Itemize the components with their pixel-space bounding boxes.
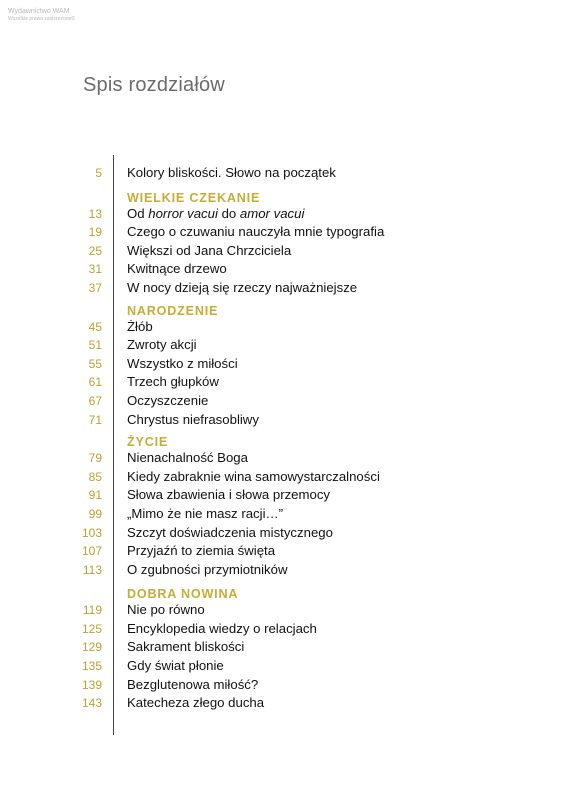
page-number: 119 <box>82 603 102 618</box>
chapter-title: Wszystko z miłości <box>127 355 238 371</box>
toc-entry[interactable] <box>0 524 566 543</box>
page-number: 139 <box>81 677 102 692</box>
toc-entry[interactable] <box>0 205 566 224</box>
page-number: 135 <box>81 659 102 674</box>
section-heading: WIELKIE CZEKANIE <box>127 190 261 205</box>
toc-entry[interactable] <box>0 449 566 468</box>
chapter-title: Chrystus niefrasobliwy <box>127 411 259 427</box>
page-number: 91 <box>88 488 102 503</box>
page-title: Spis rozdziałów <box>83 74 225 96</box>
page-number: 51 <box>88 338 102 353</box>
toc-entry[interactable] <box>0 468 566 487</box>
chapter-title: Katecheza złego ducha <box>127 695 265 711</box>
page-number: 25 <box>88 243 102 258</box>
chapter-title: Szczyt doświadczenia mistycznego <box>127 524 333 540</box>
page-number: 61 <box>88 375 102 390</box>
page-number: 45 <box>88 319 102 334</box>
chapter-title: Czego o czuwaniu nauczyła mnie typografia <box>127 224 385 240</box>
chapter-title: Żłób <box>127 318 153 334</box>
chapter-title: Od horror vacui do amor vacui <box>127 205 305 221</box>
chapter-title: Zwroty akcji <box>127 337 197 353</box>
page-number: 107 <box>81 544 102 559</box>
watermark-rights: Wszelkie prawa zastrzeżone© <box>8 16 76 22</box>
toc-entry[interactable] <box>0 279 566 298</box>
chapter-title: Gdy świat płonie <box>127 658 224 674</box>
page-number: 19 <box>88 225 102 240</box>
chapter-title: Encyklopedia wiedzy o relacjach <box>127 620 317 636</box>
toc-entry[interactable] <box>0 542 566 561</box>
toc-entry[interactable] <box>0 242 566 261</box>
toc-entry[interactable] <box>0 638 566 657</box>
page-number: 143 <box>81 696 102 711</box>
chapter-title: Kwitnące drzewo <box>127 261 227 277</box>
page-number: 85 <box>88 469 102 484</box>
chapter-title: Sakrament bliskości <box>127 639 245 655</box>
watermark-publisher: Wydawnictwo WAM <box>8 8 70 15</box>
toc-entry[interactable] <box>0 355 566 374</box>
page-number: 99 <box>88 506 102 521</box>
watermark <box>8 8 75 22</box>
toc-entry[interactable] <box>0 694 566 713</box>
chapter-title: Większi od Jana Chrzciciela <box>127 242 292 258</box>
chapter-title: „Mimo że nie masz racji…” <box>127 505 284 521</box>
toc-entry[interactable] <box>0 561 566 580</box>
toc-entry[interactable] <box>0 601 566 620</box>
chapter-title: Kolory bliskości. Słowo na początek <box>127 165 336 180</box>
chapter-title: O zgubności przymiotników <box>127 561 288 577</box>
chapter-title: Słowa zbawienia i słowa przemocy <box>127 487 331 503</box>
page-number: 31 <box>88 262 102 277</box>
chapter-title: Oczyszczenie <box>127 392 209 408</box>
page-number: 125 <box>81 621 102 636</box>
page-number: 5 <box>95 166 102 180</box>
page-number: 67 <box>88 393 102 408</box>
chapter-title: Trzech głupków <box>127 374 219 390</box>
toc-entry[interactable] <box>0 620 566 639</box>
toc-entry[interactable] <box>0 223 566 242</box>
page-number: 103 <box>81 525 102 540</box>
table-of-contents <box>0 164 566 713</box>
toc-entry[interactable] <box>0 336 566 355</box>
page-number: 113 <box>82 562 102 577</box>
toc-entry[interactable] <box>0 411 566 430</box>
chapter-title: Nie po równo <box>127 602 205 618</box>
chapter-title: Nienachalność Boga <box>127 450 248 466</box>
toc-entry[interactable] <box>0 164 566 183</box>
page-number: 55 <box>88 356 102 371</box>
section-heading: DOBRA NOWINA <box>127 587 239 602</box>
toc-entry[interactable] <box>0 318 566 337</box>
toc-entry[interactable] <box>0 392 566 411</box>
page-number: 13 <box>88 206 102 221</box>
toc-entry[interactable] <box>0 676 566 695</box>
toc-entry[interactable] <box>0 505 566 524</box>
toc-entry[interactable] <box>0 657 566 676</box>
toc-entry[interactable] <box>0 373 566 392</box>
section-heading: NARODZENIE <box>127 303 219 318</box>
chapter-title: Kiedy zabraknie wina samowystarczalności <box>127 468 380 484</box>
page-number: 71 <box>88 412 102 427</box>
page-number: 129 <box>81 640 102 655</box>
chapter-title: Przyjaźń to ziemia święta <box>127 543 276 559</box>
chapter-title: W nocy dzieją się rzeczy najważniejsze <box>127 279 358 295</box>
section-heading: ŻYCIE <box>127 435 169 450</box>
page-number: 37 <box>88 280 102 295</box>
toc-entry[interactable] <box>0 486 566 505</box>
toc-entry[interactable] <box>0 260 566 279</box>
chapter-title: Bezglutenowa miłość? <box>127 676 259 692</box>
page-number: 79 <box>88 451 102 466</box>
